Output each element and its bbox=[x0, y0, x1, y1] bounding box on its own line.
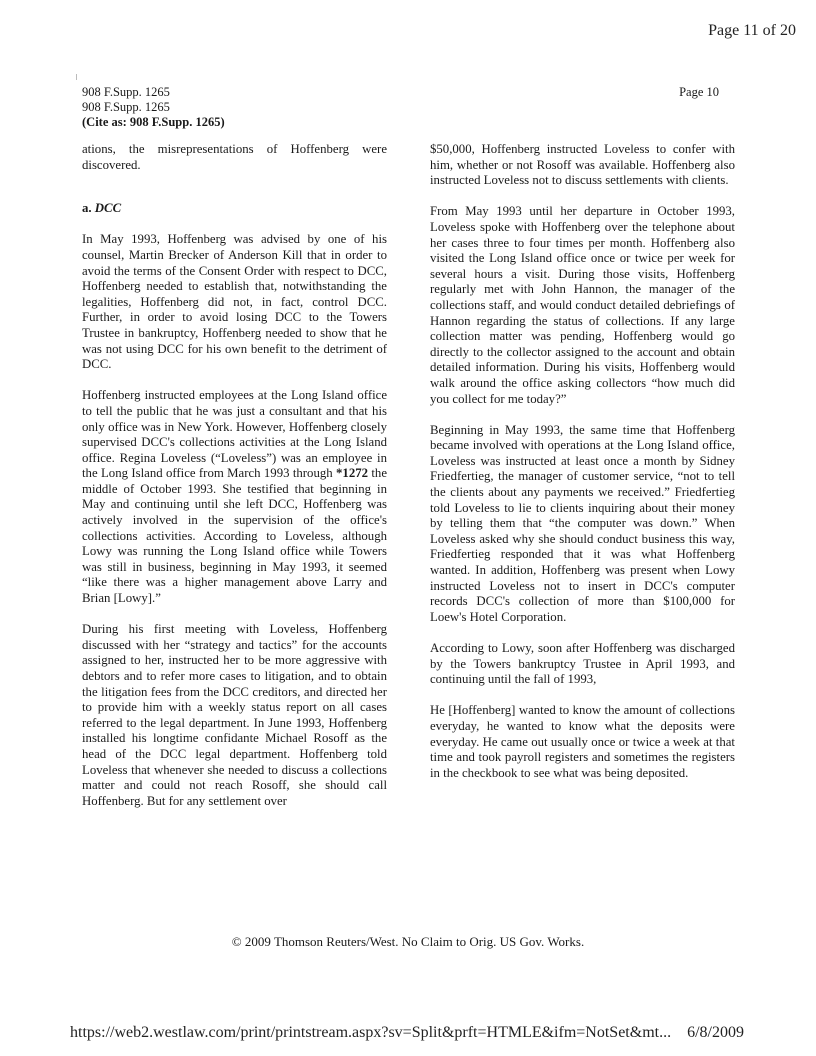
paragraph: Beginning in May 1993, the same time that Hoffenberg became involved with operations at the Long Island office, Loveless was instructed at least once a month by Sidney Friedfertieg, the manager of customer service, “not to tell the clients about any payments we received.” Friedfertieg told Loveless to lie to clients inquiring about their money by telling them that “the computer was down.” When Loveless asked why she should conduct business this way, Friedfertieg responded that it was what Hoffenberg wanted. In addition, Hoffenberg was present when Lowy instructed Loveless not to insert in DCC's computer records DCC's collection of more than $100,000 for Loew's Hotel Corporation. bbox=[430, 422, 735, 624]
paragraph: $50,000, Hoffenberg instructed Loveless to confer with him, whether or not Rosoff was available. Hoffenberg also instructed Loveless not to discuss settlements with clients. bbox=[430, 142, 735, 188]
scan-mark bbox=[76, 74, 77, 80]
block-quote: He [Hoffenberg] wanted to know the amount of collections everyday, he wanted to know what the deposits were everyday. He came out usually once or twice a week at that time and took payroll registers and sometimes the registers in the checkbook to see what was being deposited. bbox=[430, 703, 735, 780]
page-count: Page 11 of 20 bbox=[708, 22, 796, 39]
citation-line: 908 F.Supp. 1265 bbox=[82, 85, 170, 99]
right-column bbox=[430, 142, 735, 797]
print-date: 6/8/2009 bbox=[687, 1024, 744, 1041]
page-label: Page 10 bbox=[679, 85, 719, 99]
page-url: https://web2.westlaw.com/print/printstream.aspx?sv=Split&prft=HTMLE&ifm=NotSet&mt... bbox=[70, 1024, 672, 1041]
cite-as: (Cite as: 908 F.Supp. 1265) bbox=[82, 115, 225, 129]
paragraph: During his first meeting with Loveless, Hoffenberg discussed with her “strategy and tactics” for the accounts assigned to her, instructed her to be more aggressive with debtors and to refer more cases to litigation, and to obtain the litigation fees from the DCC creditors, and directed her to provide him with a weekly status report on all cases referred to the legal department. In June 1993, Hoffenberg installed his longtime confidante Michael Rosoff as the head of the DCC legal department. Hoffenberg told Loveless that whenever she needed to discuss a collections matter and could not reach Rosoff, she should call Hoffenberg. But for any settlement over bbox=[82, 622, 387, 808]
heading-title: DCC bbox=[94, 201, 122, 216]
paragraph: In May 1993, Hoffenberg was advised by one of his counsel, Martin Brecker of Anderson Kill that in order to avoid the terms of the Consent Order with respect to DCC, Hoffenberg needed to establish that, notwithstanding the legalities, Hoffenberg did not, in fact, control DCC. Further, in order to avoid losing DCC to the Towers Trustee in bankruptcy, Hoffenberg needed to show that he was not using DCC for his own benefit to the detriment of DCC. bbox=[82, 232, 387, 372]
heading-prefix: a. bbox=[82, 201, 95, 216]
paragraph: According to Lowy, soon after Hoffenberg was discharged by the Towers bankruptcy Trustee in April 1993, and continuing until the fall of 1993, bbox=[430, 641, 735, 687]
section-heading bbox=[82, 201, 387, 217]
paragraph: From May 1993 until her departure in October 1993, Loveless spoke with Hoffenberg over the telephone about her cases three to four times per month. Hoffenberg also visited the Long Island office once or twice per week for several hours a visit. During those visits, Hoffenberg regularly met with John Hannon, the manager of the collections staff, and would conduct detailed debriefings of Hannon regarding the status of collections. If any large collection matter was pending, Hoffenberg would go directly to the collector assigned to the account and obtain detailed information. During his visits, Hoffenberg would walk around the office asking collectors “how much did you collect for me today?” bbox=[430, 204, 735, 406]
paragraph: ations, the misrepresentations of Hoffenberg were discovered. bbox=[82, 142, 387, 172]
paragraph-text: Hoffenberg instructed employees at the Long Island office to tell the public that he was just a consultant and that his only office was in New York. However, Hoffenberg closely supervised DCC's collections activities at the Long Island office. Regina Loveless (“Loveless”) was an employee in the Long Island office from March 1993 through bbox=[82, 388, 387, 481]
citation-line: 908 F.Supp. 1265 bbox=[82, 100, 170, 114]
paragraph-text: the middle of October 1993. She testified that beginning in May and continuing until she left DCC, Hoffenberg was actively involved in the supervision of the office's collections activities. According to Loveless, although Lowy was running the Long Island office while Towers was still in business, beginning in May 1993, it seemed “like there was a higher management above Larry and Brian [Lowy].” bbox=[82, 466, 387, 606]
citation-block bbox=[82, 85, 225, 130]
paragraph bbox=[82, 388, 387, 606]
star-page-marker: *1272 bbox=[336, 466, 369, 481]
left-column bbox=[82, 142, 387, 825]
copyright-notice: © 2009 Thomson Reuters/West. No Claim to Orig. US Gov. Works. bbox=[231, 934, 585, 949]
print-footer bbox=[70, 1024, 744, 1042]
